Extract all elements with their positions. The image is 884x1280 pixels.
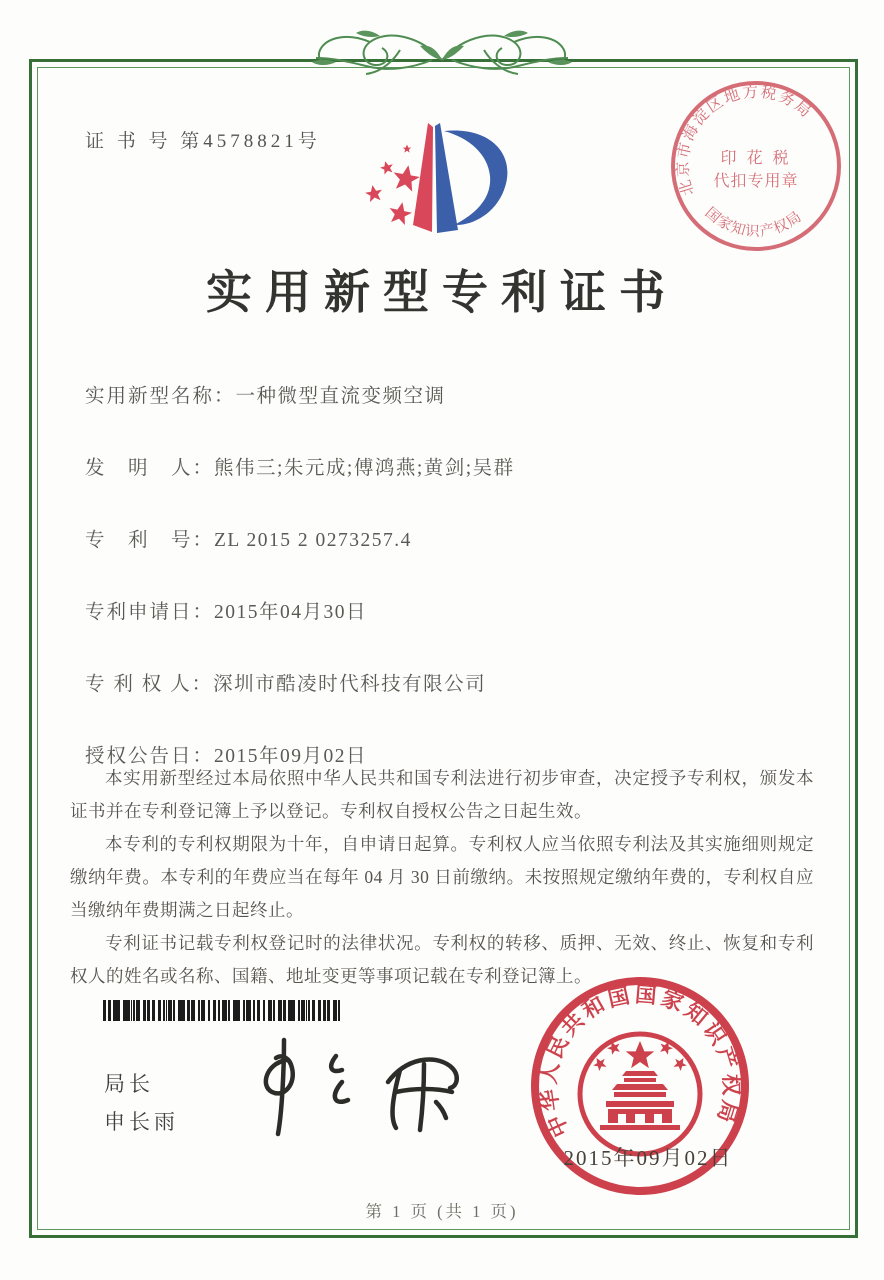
body-paragraph-3: 专利证书记载专利权登记时的法律状况。专利权的转移、质押、无效、终止、恢复和专利权人的姓名或名称、国籍、地址变更等事项记载在专利登记簿上。: [70, 933, 814, 986]
field-inventors: [85, 452, 805, 480]
barcode: [103, 1000, 341, 1021]
tax-seal-arc-top-text: 北京市海淀区地方税务局: [674, 83, 816, 198]
certificate-title: 实用新型专利证书: [206, 267, 678, 318]
field-value: ZL 2015 2 0273257.4: [214, 530, 412, 551]
certificate-body-text: [70, 762, 814, 993]
field-label: 授权公告日：: [85, 746, 215, 767]
field-utility-model-name: [85, 380, 805, 408]
field-patent-number: [85, 524, 805, 552]
field-value: 熊伟三;朱元成;傅鸿燕;黄剑;吴群: [214, 458, 515, 479]
field-value: 2015年09月02日: [214, 746, 368, 767]
field-label: 实用新型名称：: [85, 386, 236, 407]
top-flourish-ornament-icon: [252, 16, 632, 86]
field-label: 专 利 号：: [85, 530, 215, 551]
cnipa-logo-icon: [352, 118, 544, 258]
field-label: 专 利 权 人：: [85, 674, 214, 695]
field-value: 一种微型直流变频空调: [235, 386, 446, 407]
certificate-number: 证 书 号 第4578821号: [85, 131, 321, 152]
tax-seal-center-line1: 印 花 税: [720, 150, 792, 167]
tax-seal-arc-bottom-text: 国家知识产权局: [701, 204, 806, 241]
stamp-tax-seal-icon: [666, 76, 846, 256]
body-paragraph-2: 本专利的专利权期限为十年，自申请日起算。专利权人应当依照专利法及其实施细则规定缴纳年费。本专利的年费应当在每年 04 月 30 日前缴纳。未按照规定缴纳年费的，专利权自应当缴纳年费期满之日起终止。: [70, 834, 814, 920]
svg-text:国家知识产权局: [702, 204, 806, 240]
field-application-date: [85, 596, 805, 624]
director-title-label: 局长: [104, 1072, 154, 1096]
page-number-footer: 第 1 页 (共 1 页): [365, 1202, 519, 1221]
director-name-label: 申长雨: [104, 1110, 179, 1134]
field-value: 2015年04月30日: [214, 602, 368, 623]
field-label: 发 明 人：: [85, 458, 215, 479]
field-value: 深圳市酷凌时代科技有限公司: [213, 674, 487, 695]
body-paragraph-1: 本实用新型经过本局依照中华人民共和国专利法进行初步审查，决定授予专利权，颁发本证书并在专利登记簿上予以登记。专利权自授权公告之日起生效。: [70, 768, 814, 821]
certificate-fields: [85, 380, 805, 812]
field-label: 专利申请日：: [85, 602, 215, 623]
national-emblem-icon: [580, 1034, 700, 1154]
tax-seal-center-line2: 代扣专用章: [713, 173, 799, 190]
field-patentee: [85, 668, 805, 696]
seal-date: 2015年09月02日: [563, 1146, 733, 1170]
director-signature: [238, 1030, 478, 1150]
sipo-seal-arc-text: 中华人民共和国国家知识产权局: [536, 982, 744, 1141]
